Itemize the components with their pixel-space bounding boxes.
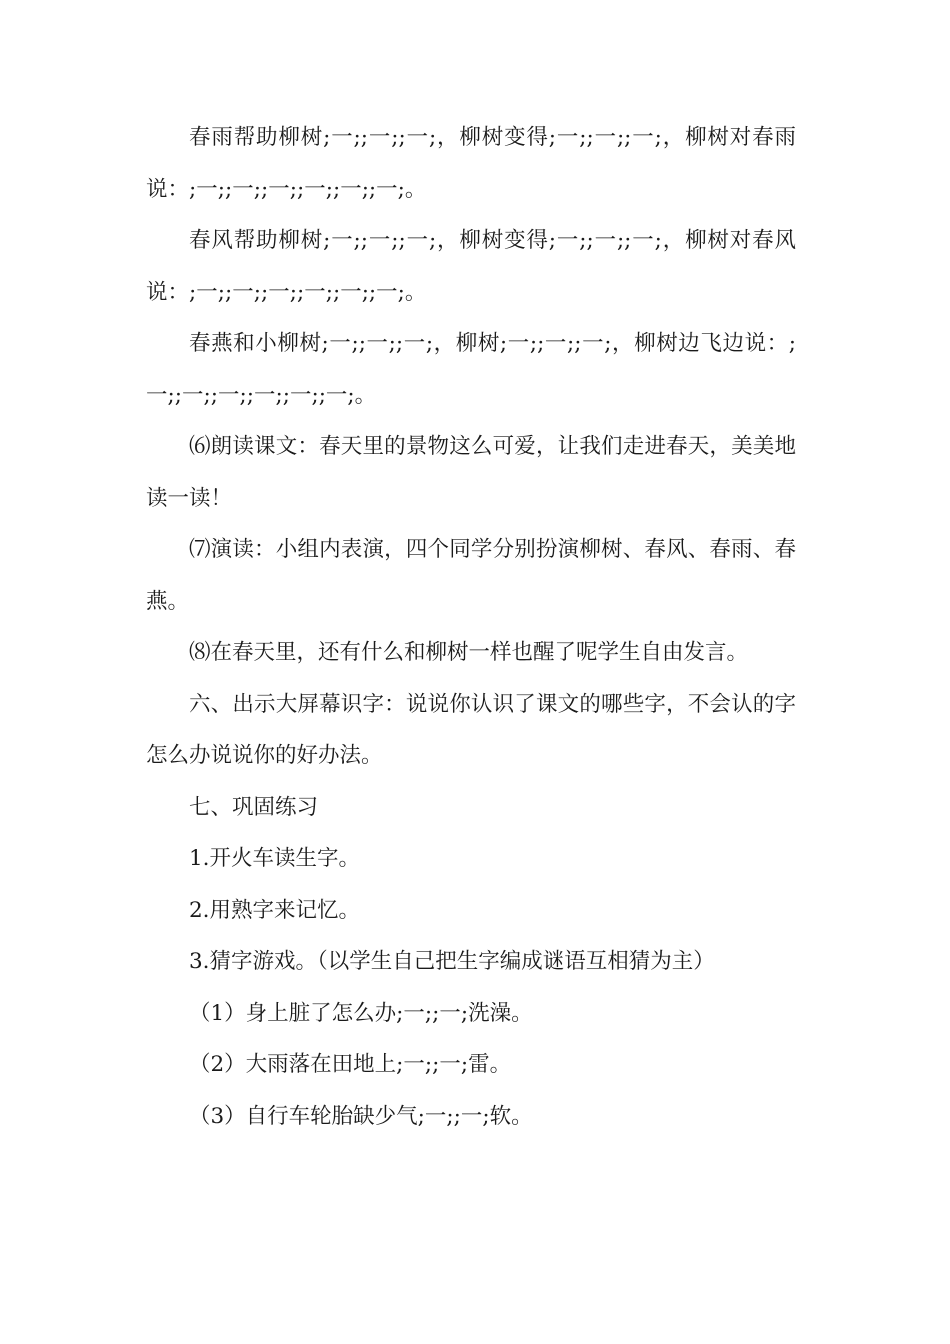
- paragraph-read-aloud: ⑹朗读课文：春天里的景物这么可爱，让我们走进春天，美美地读一读！: [146, 434, 796, 511]
- paragraph-spring-rain: 春雨帮助柳树;一;;一;;一;，柳树变得;一;;一;;一;，柳树对春雨说：;一;;一;;一;;一;;一;;一;。: [146, 125, 796, 202]
- riddle-item-2: （2）大雨落在田地上;一;;一;雷。: [189, 1052, 512, 1077]
- paragraph-free-speech: ⑻在春天里，还有什么和柳树一样也醒了呢学生自由发言。: [189, 640, 749, 665]
- paragraph-performance-reading: ⑺演读：小组内表演，四个同学分别扮演柳树、春风、春雨、春燕。: [146, 537, 796, 614]
- paragraph-spring-wind: 春风帮助柳树;一;;一;;一;，柳树变得;一;;一;;一;，柳树对春风说：;一;;一;;一;;一;;一;;一;。: [146, 228, 796, 305]
- riddle-item-3: （3）自行车轮胎缺少气;一;;一;软。: [189, 1103, 533, 1129]
- list-item-exercise-2: 2.用熟字来记忆。: [189, 897, 361, 923]
- list-item-exercise-1: 1.开火车读生字。: [189, 846, 361, 871]
- document-body: [146, 112, 796, 1142]
- paragraph-spring-swallow: 春燕和小柳树;一;;一;;一;，柳树;一;;一;;一;，柳树边飞边说：;一;;一;;一;;一;;一;;一;。: [146, 331, 796, 408]
- heading-section-seven: 七、巩固练习: [189, 794, 319, 820]
- paragraph-section-six: 六、出示大屏幕识字：说说你认识了课文的哪些字，不会认的字怎么办说说你的好办法。: [146, 691, 796, 768]
- list-item-exercise-3: 3.猜字游戏。（以学生自己把生字编成谜语互相猜为主）: [189, 949, 715, 974]
- riddle-item-1: （1）身上脏了怎么办;一;;一;洗澡。: [189, 1000, 533, 1026]
